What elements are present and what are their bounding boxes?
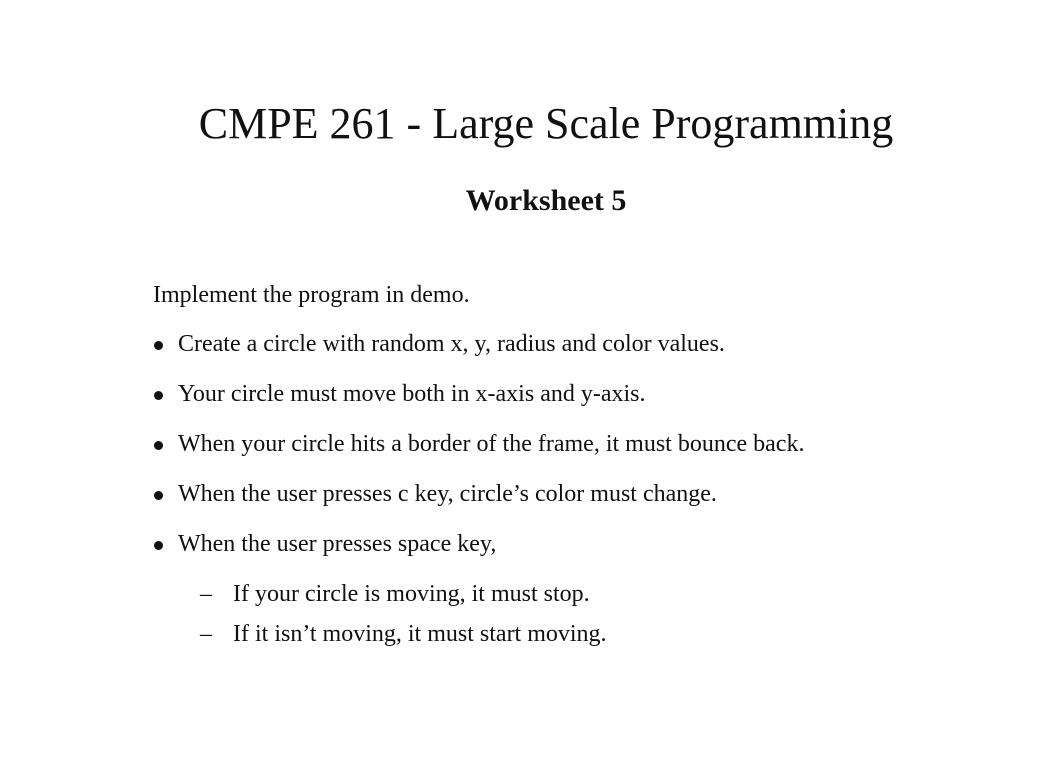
bullet-icon [154,391,163,400]
requirements-list [153,328,804,578]
space-key-sublist [200,578,607,658]
list-item [153,378,804,428]
list-item [153,328,804,378]
list-item-text: When the user presses space key, [178,531,497,557]
bullet-icon [154,441,163,450]
sublist-item-text: If your circle is moving, it must stop. [233,581,590,607]
list-item [153,428,804,478]
dash-icon: – [200,621,212,647]
bullet-icon [154,491,163,500]
list-item-text: Create a circle with random x, y, radius and color values. [178,331,725,357]
document-subtitle: Worksheet 5 [465,184,627,217]
sublist-item-text: If it isn’t moving, it must start moving. [233,621,607,647]
bullet-icon [154,541,163,550]
dash-icon: – [200,581,212,607]
sublist-item [200,578,607,618]
sublist-item [200,618,607,658]
bullet-icon [154,341,163,350]
document-title: CMPE 261 - Large Scale Programming [198,99,894,148]
intro-text: Implement the program in demo. [153,282,470,308]
list-item-text: When the user presses c key, circle’s color must change. [178,481,717,507]
list-item-text: Your circle must move both in x-axis and y-axis. [178,381,646,407]
list-item-text: When your circle hits a border of the frame, it must bounce back. [178,431,805,457]
list-item [153,478,804,528]
list-item [153,528,804,578]
